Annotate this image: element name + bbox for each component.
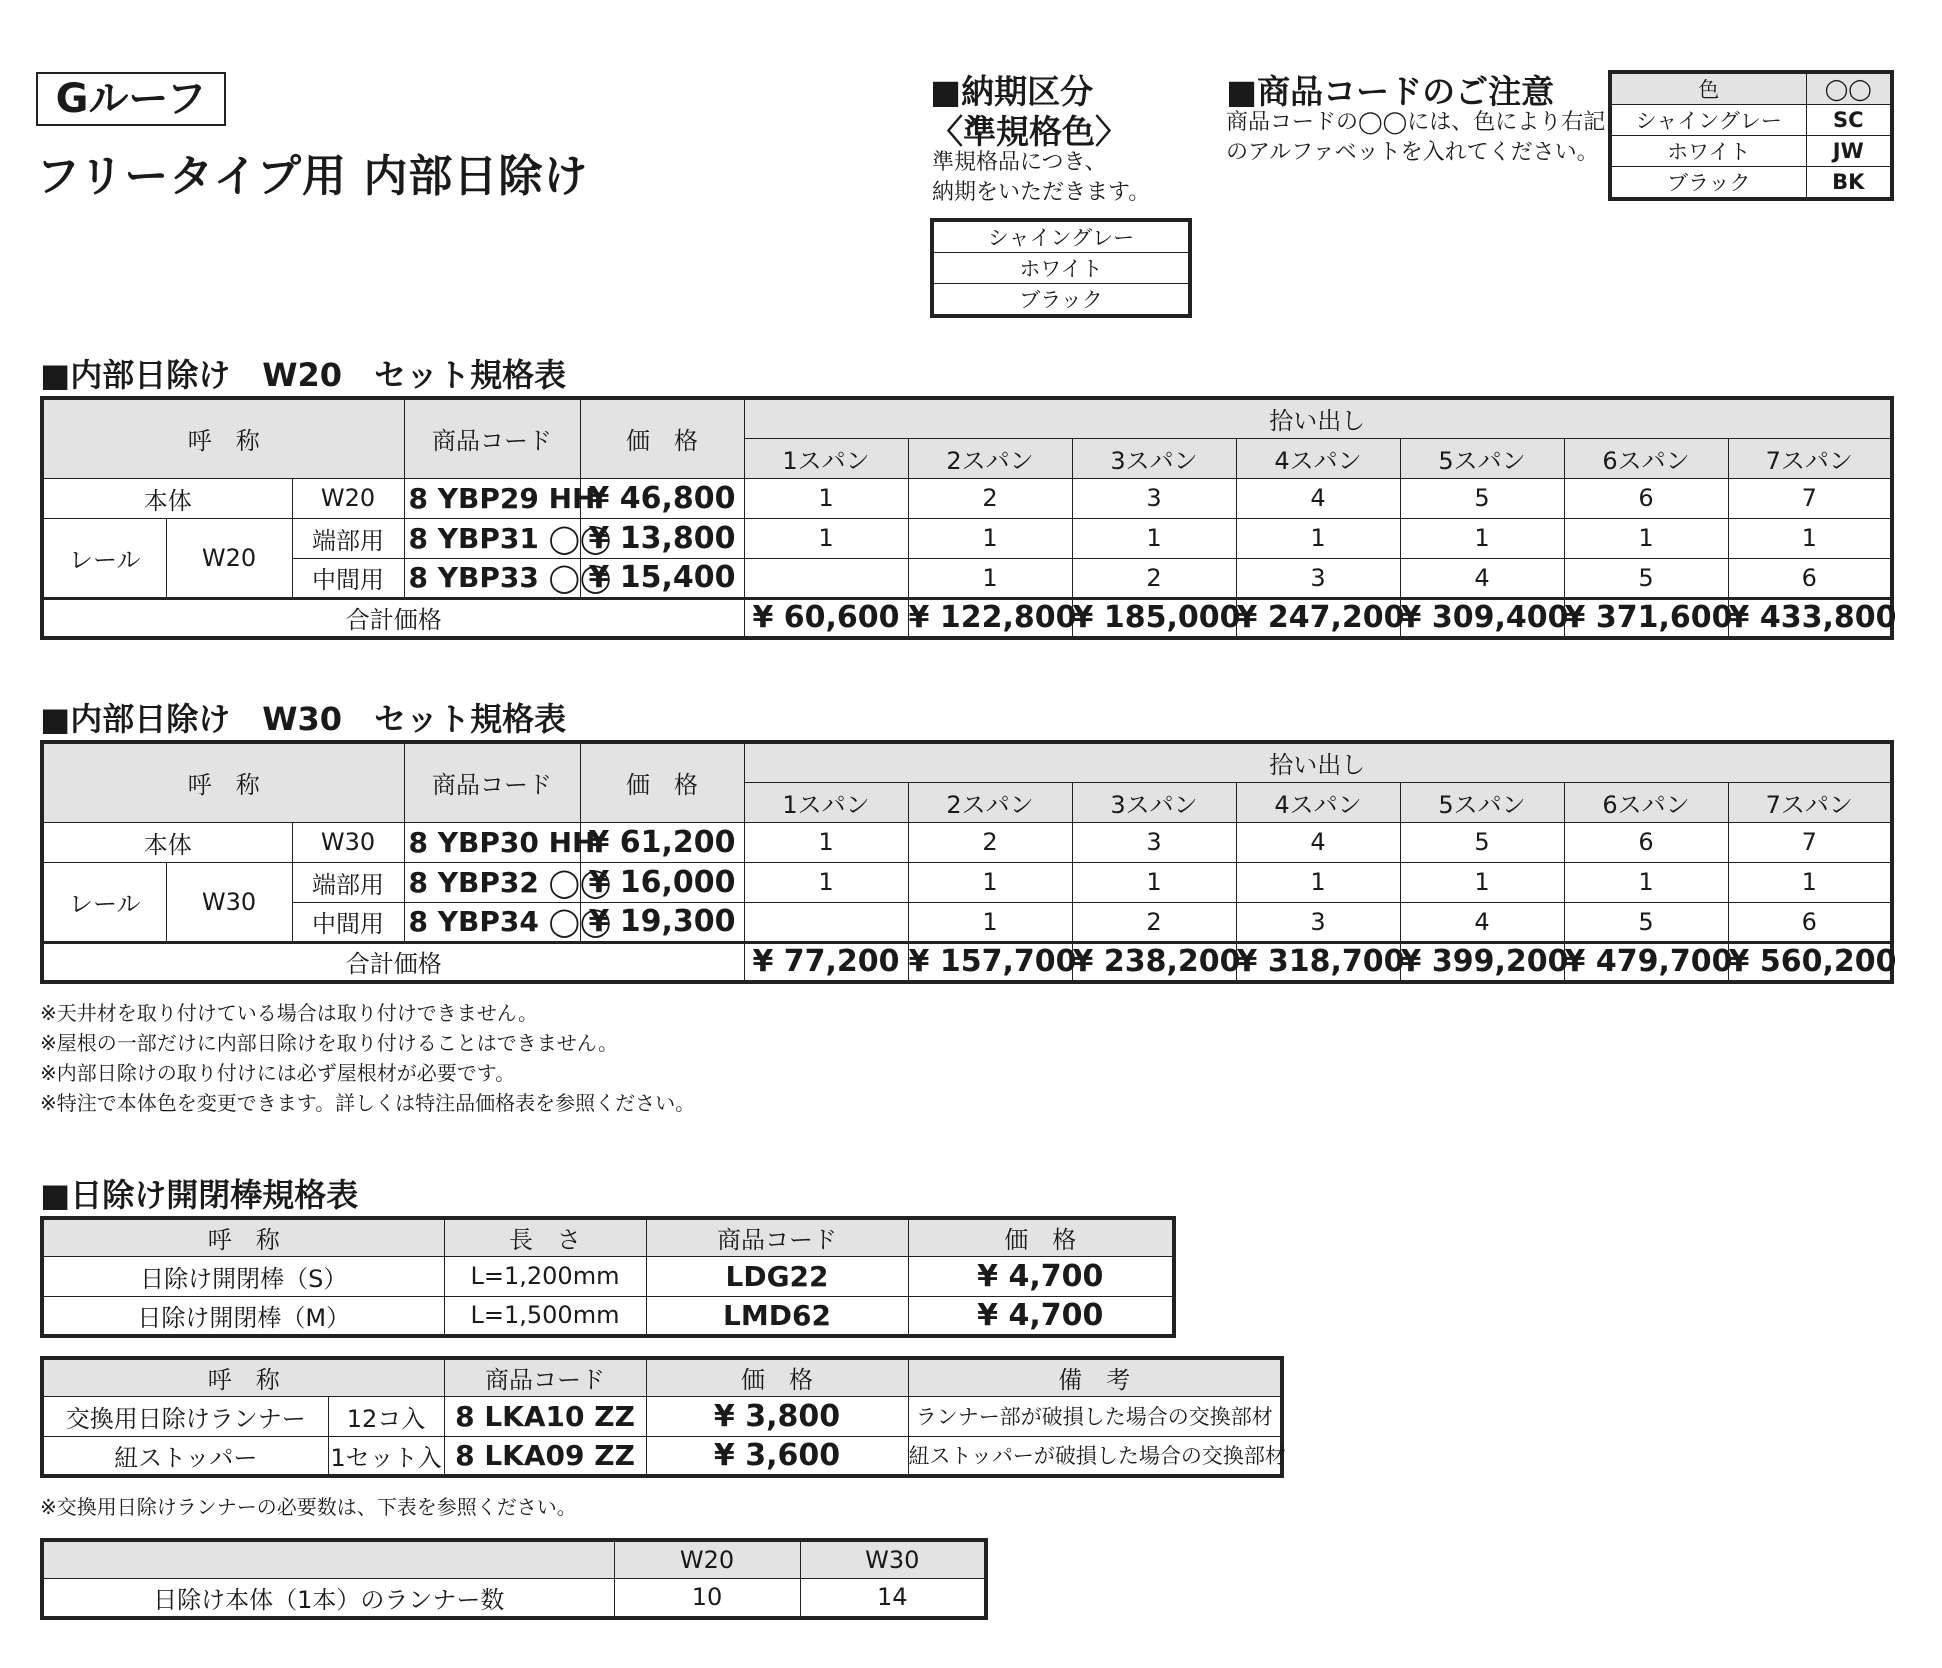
qty-cell: 1 <box>1236 862 1400 902</box>
total-cell: ¥ 60,600 <box>744 598 908 638</box>
span-header: 5スパン <box>1400 438 1564 478</box>
qty-cell: 1 <box>1400 518 1564 558</box>
runner-code: 8 LKA09 ZZ <box>444 1436 646 1476</box>
note-line: ※内部日除けの取り付けには必ず屋根材が必要です。 <box>40 1061 516 1085</box>
runner-remark: ランナー部が破損した場合の交換部材 <box>908 1396 1282 1436</box>
qty-cell: 2 <box>1072 558 1236 598</box>
span-header: 5スパン <box>1400 782 1564 822</box>
runner-qty: 12コ入 <box>328 1396 444 1436</box>
qty-cell: 5 <box>1400 478 1564 518</box>
col-code-header: 商品コード <box>404 398 580 478</box>
total-cell: ¥ 433,800 <box>1728 598 1892 638</box>
color-code: SC <box>1806 105 1892 136</box>
qty-cell: 1 <box>744 862 908 902</box>
col-name-header: 呼 称 <box>42 398 404 478</box>
runner-count-label: 日除け本体（1本）のランナー数 <box>42 1578 614 1618</box>
mid-code: 8 YBP34 ◯◯ <box>404 902 580 942</box>
color-col-header: 色 <box>1610 72 1806 105</box>
runner-note: ※交換用日除けランナーの必要数は、下表を参照ください。 <box>40 1495 577 1519</box>
rod-table <box>40 1216 1176 1338</box>
total-cell: ¥ 479,700 <box>1564 942 1728 982</box>
qty-cell: 3 <box>1236 558 1400 598</box>
runner-col-name: 呼 称 <box>42 1358 444 1396</box>
body-price: ¥ 61,200 <box>580 822 744 862</box>
delivery-text-2: 納期をいただきます。 <box>932 180 1151 205</box>
color-name: ブラック <box>1610 167 1806 200</box>
end-code: 8 YBP31 ◯◯ <box>404 518 580 558</box>
qty-cell: 1 <box>1728 862 1892 902</box>
delivery-color: シャイングレー <box>932 220 1190 253</box>
body-label: 本体 <box>42 822 292 862</box>
total-cell: ¥ 399,200 <box>1400 942 1564 982</box>
code-note-text-2: のアルファベットを入れてください。 <box>1226 140 1599 165</box>
w20-spec-table <box>40 396 1897 640</box>
rod-code: LDG22 <box>646 1256 908 1296</box>
total-label: 合計価格 <box>42 942 744 982</box>
qty-cell: 3 <box>1236 902 1400 942</box>
runner-count-w30: 14 <box>800 1578 986 1618</box>
qty-cell: 7 <box>1728 822 1892 862</box>
qty-cell: 1 <box>1564 518 1728 558</box>
col-code-header: 商品コード <box>404 742 580 822</box>
total-cell: ¥ 238,200 <box>1072 942 1236 982</box>
note-line: ※特注で本体色を変更できます。詳しくは特注品価格表を参照ください。 <box>40 1091 696 1115</box>
qty-cell: 1 <box>908 862 1072 902</box>
span-header: 4スパン <box>1236 782 1400 822</box>
mid-label: 中間用 <box>292 558 404 598</box>
total-cell: ¥ 560,200 <box>1728 942 1892 982</box>
note-line: ※天井材を取り付けている場合は取り付けできません。 <box>40 1001 538 1025</box>
total-cell: ¥ 371,600 <box>1564 598 1728 638</box>
rod-name: 日除け開閉棒（S） <box>42 1256 444 1296</box>
rod-length: L=1,500mm <box>444 1296 646 1336</box>
runner-count-w20-header: W20 <box>614 1540 800 1578</box>
end-code: 8 YBP32 ◯◯ <box>404 862 580 902</box>
span-header: 6スパン <box>1564 438 1728 478</box>
code-note-heading: ■商品コードのご注意 <box>1226 72 1555 111</box>
span-header: 7スパン <box>1728 438 1892 478</box>
color-code: BK <box>1806 167 1892 200</box>
runner-price: ¥ 3,600 <box>646 1436 908 1476</box>
end-price: ¥ 16,000 <box>580 862 744 902</box>
delivery-subheading: 〈準規格色〉 <box>930 112 1128 151</box>
qty-cell: 1 <box>908 518 1072 558</box>
runner-code: 8 LKA10 ZZ <box>444 1396 646 1436</box>
runner-col-price: 価 格 <box>646 1358 908 1396</box>
qty-cell: 4 <box>1236 478 1400 518</box>
qty-cell: 4 <box>1400 902 1564 942</box>
rod-col-name: 呼 称 <box>42 1218 444 1256</box>
color-name: シャイングレー <box>1610 105 1806 136</box>
end-price: ¥ 13,800 <box>580 518 744 558</box>
qty-cell: 1 <box>744 518 908 558</box>
delivery-color: ホワイト <box>932 253 1190 284</box>
body-code: 8 YBP29 HH <box>404 478 580 518</box>
span-header: 6スパン <box>1564 782 1728 822</box>
qty-cell: 4 <box>1236 822 1400 862</box>
mid-code: 8 YBP33 ◯◯ <box>404 558 580 598</box>
runner-table <box>40 1356 1284 1478</box>
delivery-heading: ■納期区分 <box>930 72 1094 111</box>
qty-cell: 2 <box>908 822 1072 862</box>
body-size: W20 <box>292 478 404 518</box>
qty-cell: 5 <box>1564 902 1728 942</box>
qty-cell: 6 <box>1728 902 1892 942</box>
qty-cell: 1 <box>744 822 908 862</box>
runner-count-table <box>40 1538 988 1620</box>
qty-cell: 1 <box>1072 862 1236 902</box>
qty-cell: 3 <box>1072 478 1236 518</box>
rod-col-length: 長 さ <box>444 1218 646 1256</box>
total-cell: ¥ 309,400 <box>1400 598 1564 638</box>
qty-cell: 6 <box>1564 822 1728 862</box>
body-code: 8 YBP30 HH <box>404 822 580 862</box>
col-price-header: 価 格 <box>580 742 744 822</box>
series-badge: Gルーフ <box>36 72 226 126</box>
rail-label: レール <box>42 862 166 942</box>
span-header: 2スパン <box>908 782 1072 822</box>
qty-cell: 1 <box>744 478 908 518</box>
delivery-color-table <box>930 218 1192 318</box>
qty-cell <box>744 558 908 598</box>
qty-cell: 3 <box>1072 822 1236 862</box>
mid-price: ¥ 15,400 <box>580 558 744 598</box>
runner-col-remark: 備 考 <box>908 1358 1282 1396</box>
qty-cell: 1 <box>1728 518 1892 558</box>
body-price: ¥ 46,800 <box>580 478 744 518</box>
rod-col-price: 価 格 <box>908 1218 1174 1256</box>
span-header: 3スパン <box>1072 438 1236 478</box>
mid-label: 中間用 <box>292 902 404 942</box>
span-header: 2スパン <box>908 438 1072 478</box>
runner-count-w20: 10 <box>614 1578 800 1618</box>
rod-code: LMD62 <box>646 1296 908 1336</box>
total-cell: ¥ 77,200 <box>744 942 908 982</box>
runner-qty: 1セット入 <box>328 1436 444 1476</box>
runner-count-w30-header: W30 <box>800 1540 986 1578</box>
notes <box>40 998 695 1118</box>
total-cell: ¥ 157,700 <box>908 942 1072 982</box>
qty-cell: 1 <box>1236 518 1400 558</box>
color-name: ホワイト <box>1610 136 1806 167</box>
qty-cell: 5 <box>1400 822 1564 862</box>
total-label: 合計価格 <box>42 598 744 638</box>
qty-cell <box>744 902 908 942</box>
runner-name: 紐ストッパー <box>42 1436 328 1476</box>
qty-cell: 1 <box>908 558 1072 598</box>
code-col-header: ◯◯ <box>1806 72 1892 105</box>
mid-price: ¥ 19,300 <box>580 902 744 942</box>
rod-heading: ■日除け開閉棒規格表 <box>40 1176 359 1214</box>
col-name-header: 呼 称 <box>42 742 404 822</box>
runner-price: ¥ 3,800 <box>646 1396 908 1436</box>
qty-cell: 6 <box>1564 478 1728 518</box>
note-line: ※屋根の一部だけに内部日除けを取り付けることはできません。 <box>40 1031 618 1055</box>
span-header: 4スパン <box>1236 438 1400 478</box>
qty-cell: 1 <box>908 902 1072 942</box>
qty-cell: 6 <box>1728 558 1892 598</box>
end-label: 端部用 <box>292 862 404 902</box>
body-label: 本体 <box>42 478 292 518</box>
qty-cell: 1 <box>1072 518 1236 558</box>
rod-length: L=1,200mm <box>444 1256 646 1296</box>
rail-size: W20 <box>166 518 292 598</box>
rod-price: ¥ 4,700 <box>908 1296 1174 1336</box>
w30-spec-table <box>40 740 1897 984</box>
qty-cell: 1 <box>1564 862 1728 902</box>
qty-cell: 5 <box>1564 558 1728 598</box>
qty-cell: 1 <box>1400 862 1564 902</box>
color-code-table <box>1608 70 1894 201</box>
w20-heading: ■内部日除け W20 セット規格表 <box>40 356 567 394</box>
runner-col-code: 商品コード <box>444 1358 646 1396</box>
span-header: 7スパン <box>1728 782 1892 822</box>
total-cell: ¥ 122,800 <box>908 598 1072 638</box>
body-size: W30 <box>292 822 404 862</box>
span-header: 3スパン <box>1072 782 1236 822</box>
total-cell: ¥ 318,700 <box>1236 942 1400 982</box>
runner-remark: 紐ストッパーが破損した場合の交換部材 <box>908 1436 1282 1476</box>
rod-col-code: 商品コード <box>646 1218 908 1256</box>
page-title: フリータイプ用 内部日除け <box>36 151 589 202</box>
col-pick-header: 拾い出し <box>744 742 1892 782</box>
rod-price: ¥ 4,700 <box>908 1256 1174 1296</box>
rail-label: レール <box>42 518 166 598</box>
delivery-text-1: 準規格品につき、 <box>932 150 1107 175</box>
runner-name: 交換用日除けランナー <box>42 1396 328 1436</box>
qty-cell: 4 <box>1400 558 1564 598</box>
rod-name: 日除け開閉棒（M） <box>42 1296 444 1336</box>
total-cell: ¥ 185,000 <box>1072 598 1236 638</box>
span-header: 1スパン <box>744 438 908 478</box>
col-pick-header: 拾い出し <box>744 398 1892 438</box>
qty-cell: 2 <box>908 478 1072 518</box>
col-price-header: 価 格 <box>580 398 744 478</box>
code-note-text-1: 商品コードの◯◯には、色により右記 <box>1226 110 1606 135</box>
rail-size: W30 <box>166 862 292 942</box>
qty-cell: 2 <box>1072 902 1236 942</box>
total-cell: ¥ 247,200 <box>1236 598 1400 638</box>
color-code: JW <box>1806 136 1892 167</box>
span-header: 1スパン <box>744 782 908 822</box>
runner-count-blank <box>42 1540 614 1578</box>
w30-heading: ■内部日除け W30 セット規格表 <box>40 700 567 738</box>
end-label: 端部用 <box>292 518 404 558</box>
qty-cell: 7 <box>1728 478 1892 518</box>
delivery-color: ブラック <box>932 284 1190 317</box>
